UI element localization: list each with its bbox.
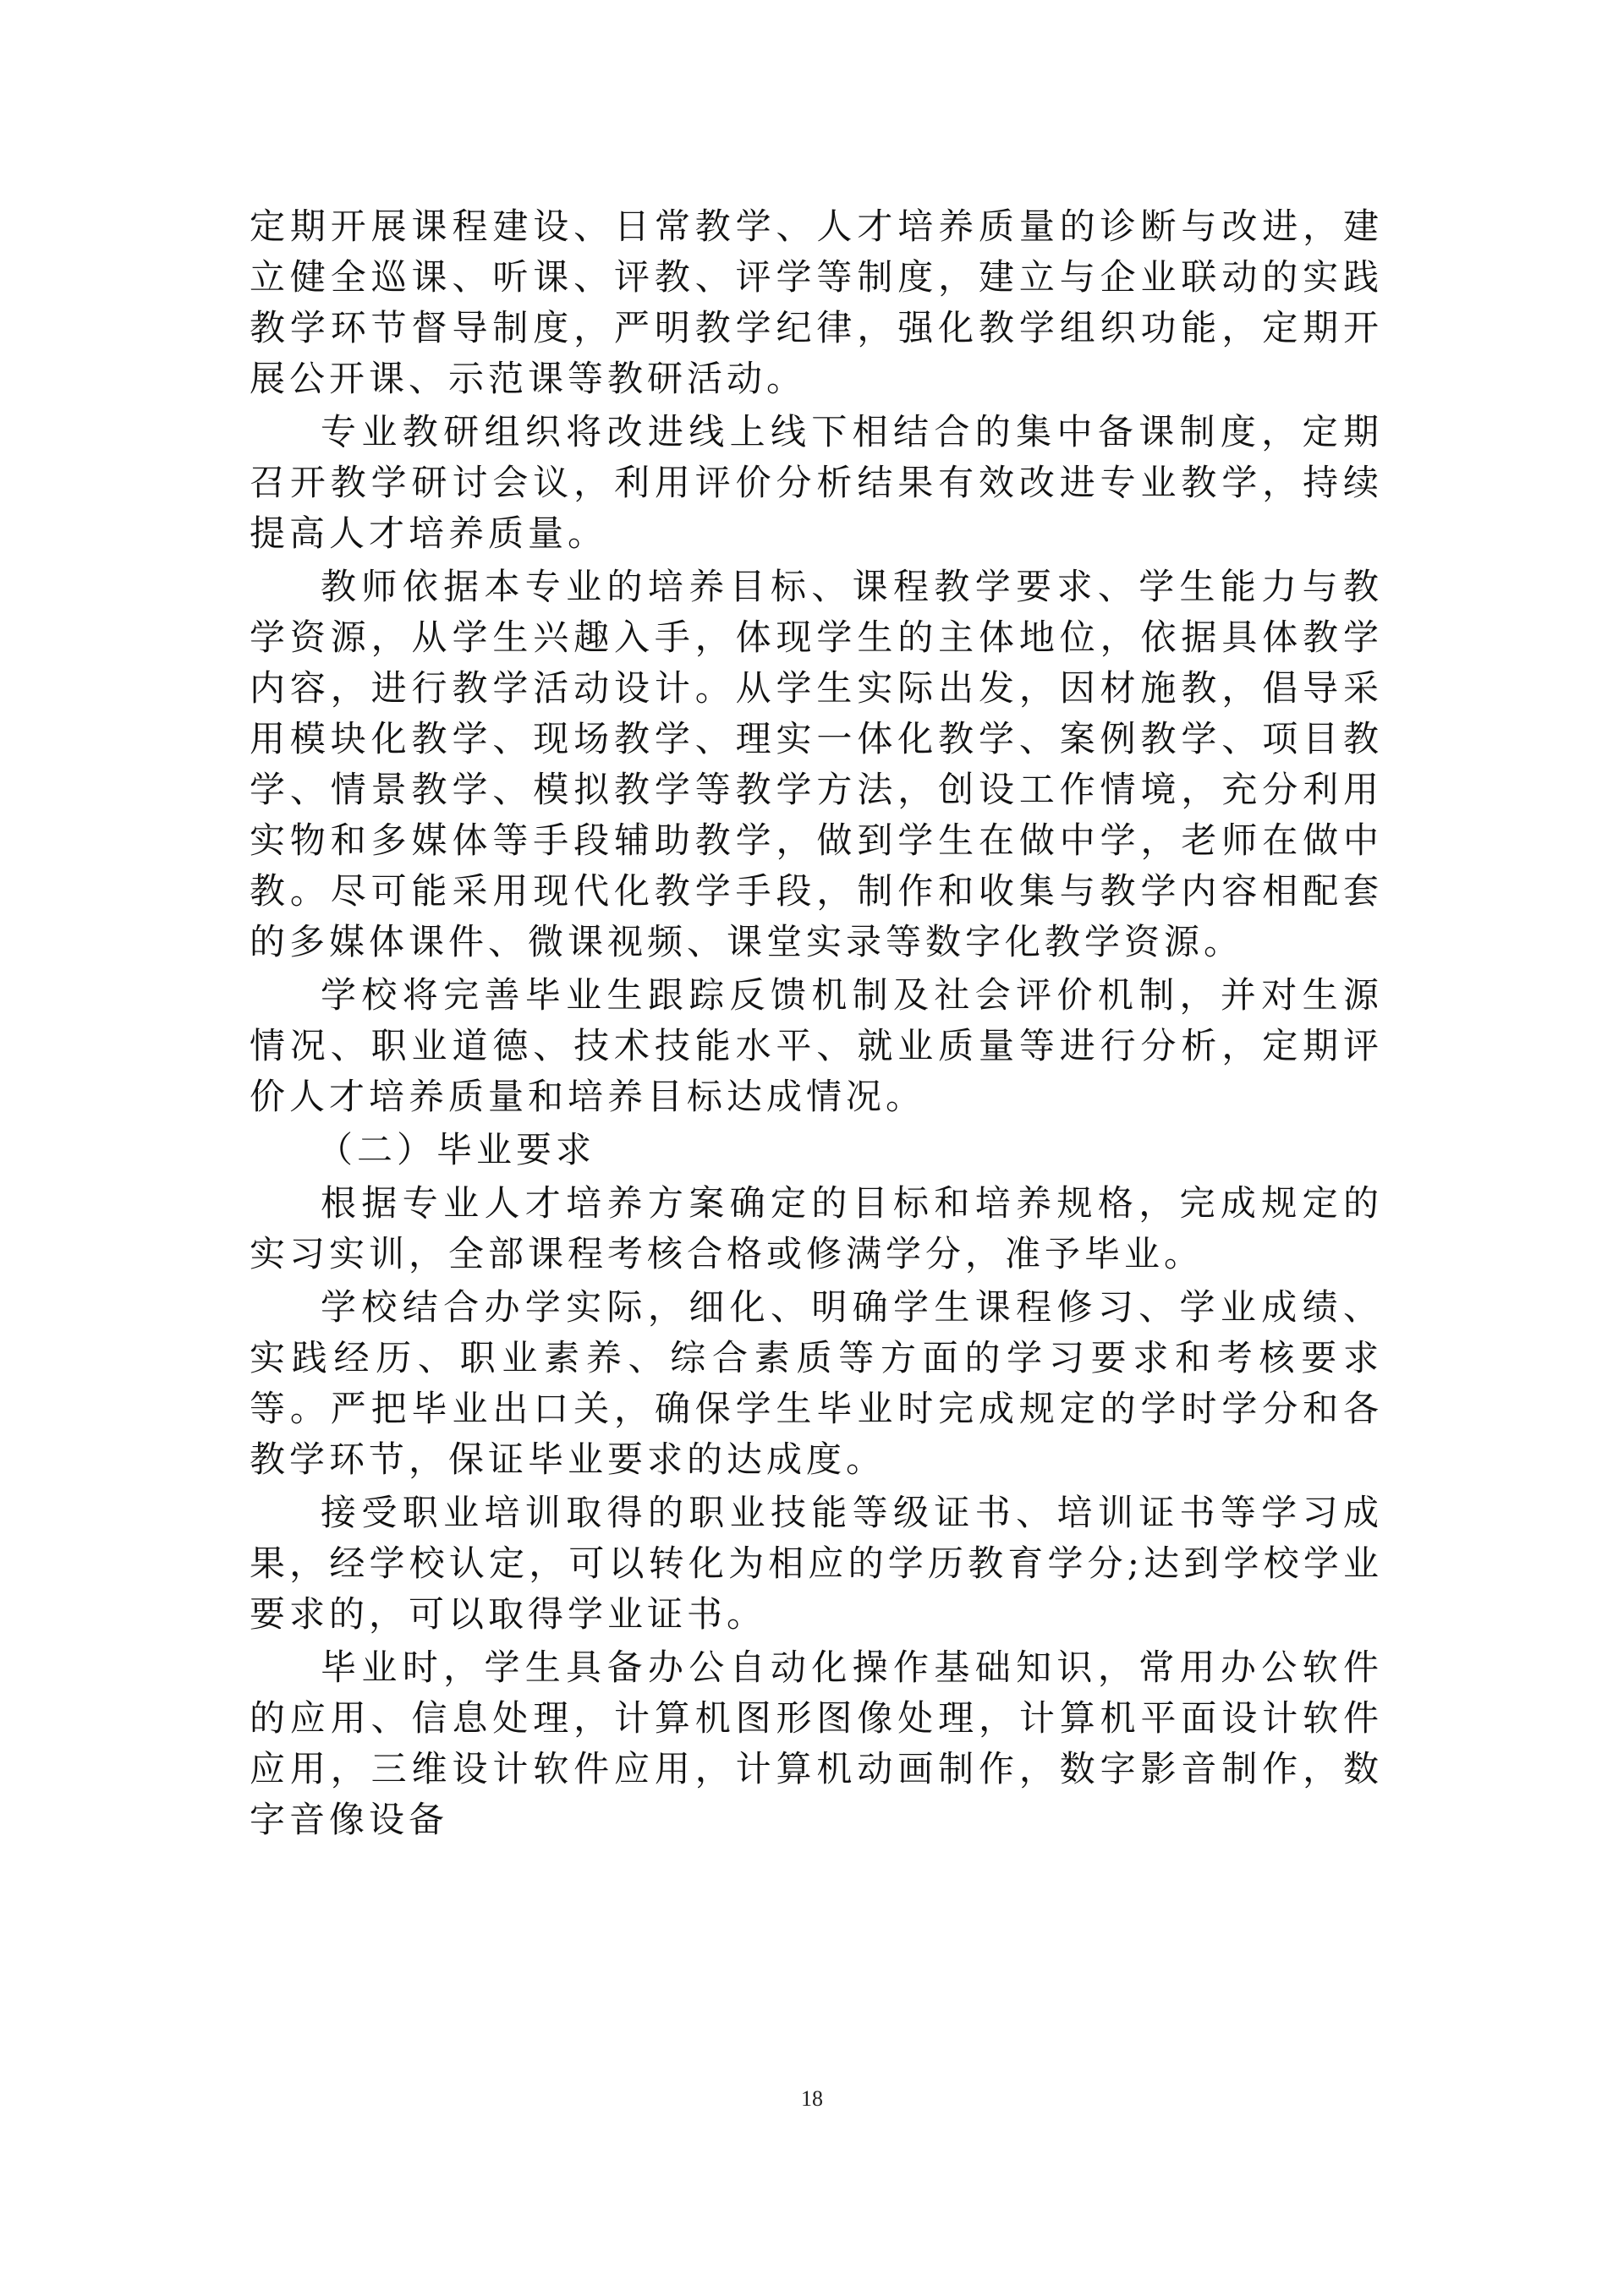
paragraph-graduate-skills: 毕业时，学生具备办公自动化操作基础知识，常用办公软件的应用、信息处理，计算机图形图像处理，计算机平面设计软件应用，三维设计软件应用，计算机动画制作，数字影音制作，数字音像设备 (250, 1647, 1383, 1840)
document-body (250, 201, 1383, 1845)
paragraph-credit-conversion: 接受职业培训取得的职业技能等级证书、培训证书等学习成果，经学校认定，可以转化为相应的学历教育学分;达到学校学业要求的，可以取得学业证书。 (250, 1492, 1383, 1635)
paragraph-course-supervision: 定期开展课程建设、日常教学、人才培养质量的诊断与改进，建立健全巡课、听课、评教、评学等制度，建立与企业联动的实践教学环节督导制度，严明教学纪律，强化教学组织功能，定期开展公开课、示范课等教研活动。 (250, 205, 1383, 399)
paragraph-teaching-methods: 教师依据本专业的培养目标、课程教学要求、学生能力与教学资源，从学生兴趣入手，体现学生的主体地位，依据具体教学内容，进行教学活动设计。从学生实际出发，因材施教，倡导采用模块化教学、现场教学、理实一体化教学、案例教学、项目教学、情景教学、模拟教学等教学方法，创设工作情境，充分利用实物和多媒体等手段辅助教学，做到学生在做中学，老师在做中教。尽可能采用现代化教学手段，制作和收集与教学内容相配套的多媒体课件、微课视频、课堂实录等数字化教学资源。 (250, 566, 1383, 962)
paragraph-graduate-tracking: 学校将完善毕业生跟踪反馈机制及社会评价机制，并对生源情况、职业道德、技术技能水平、就业质量等进行分析，定期评价人才培养质量和培养目标达成情况。 (250, 974, 1383, 1117)
section-heading-graduation-requirements: （二）毕业要求 (317, 1129, 596, 1170)
paragraph-study-requirements: 学校结合办学实际，细化、明确学生课程修习、学业成绩、实践经历、职业素养、综合素质等方面的学习要求和考核要求等。严把毕业出口关，确保学生毕业时完成规定的学时学分和各教学环节，保证毕业要求的达成度。 (250, 1286, 1383, 1480)
page-number: 18 (801, 2086, 823, 2111)
paragraph-teaching-research: 专业教研组织将改进线上线下相结合的集中备课制度，定期召开教学研讨会议，利用评价分析结果有效改进专业教学，持续提高人才培养质量。 (250, 411, 1383, 554)
paragraph-graduation-criteria: 根据专业人才培养方案确定的目标和培养规格，完成规定的实习实训，全部课程考核合格或修满学分，准予毕业。 (250, 1182, 1383, 1274)
